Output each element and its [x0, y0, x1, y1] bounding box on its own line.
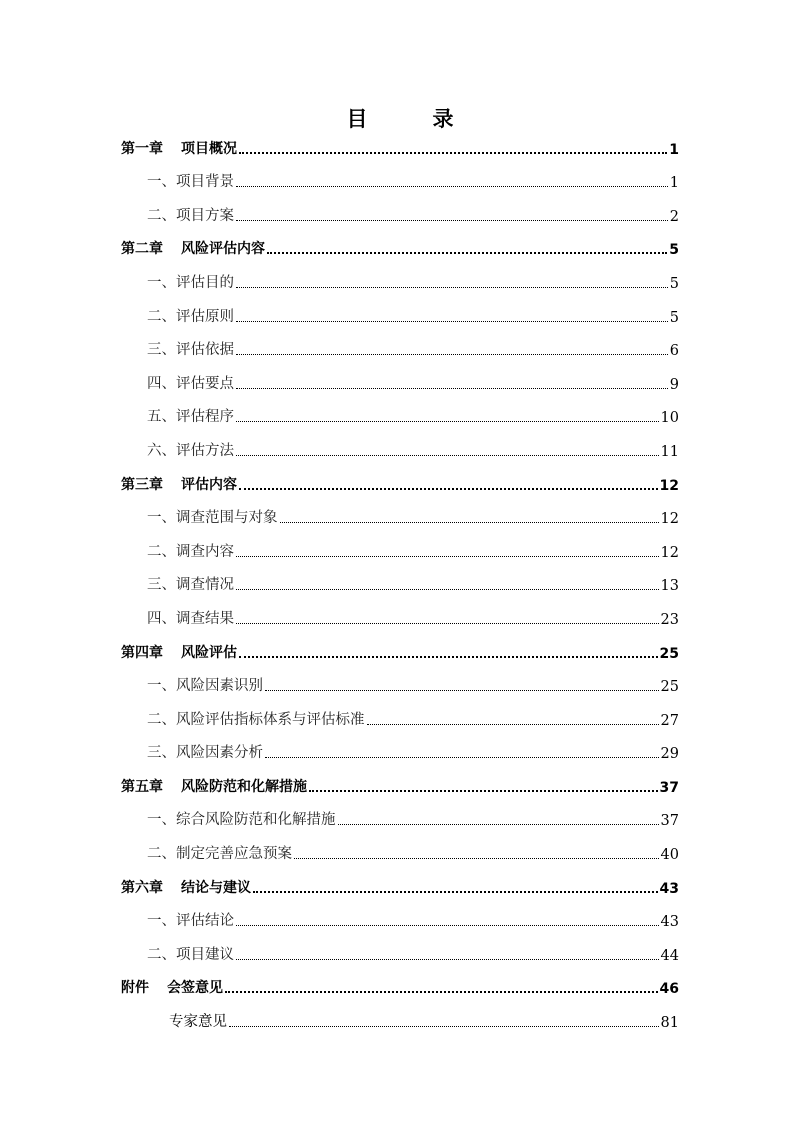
toc-page-number: 10	[660, 410, 679, 427]
toc-entry-number: 三、	[147, 577, 176, 594]
toc-entry-title: 调查范围与对象	[176, 510, 278, 527]
toc-page-number: 46	[659, 981, 679, 998]
toc-page-number: 1	[669, 175, 679, 192]
toc-entry-title: 风险评估	[181, 644, 237, 661]
toc-entry-label	[121, 776, 307, 796]
toc-section-entry[interactable]	[121, 197, 679, 231]
toc-page-number: 1	[669, 141, 679, 158]
toc-section-entry[interactable]	[121, 903, 679, 937]
toc-entry-label	[121, 238, 265, 258]
toc-entry-number: 一、	[147, 812, 176, 829]
toc-dot-leader	[267, 252, 667, 254]
toc-entry-label	[121, 977, 223, 997]
toc-section-entry[interactable]	[121, 399, 679, 433]
toc-entry-title: 综合风险防范和化解措施	[176, 812, 336, 829]
toc-entry-label	[147, 439, 234, 460]
toc-section-entry[interactable]	[121, 500, 679, 534]
table-of-contents	[121, 130, 679, 1037]
toc-entry-label	[147, 909, 234, 930]
toc-page-number: 5	[669, 242, 679, 259]
toc-entry-label	[147, 540, 234, 561]
toc-entry-number: 三、	[147, 342, 176, 359]
toc-dot-leader	[229, 1026, 659, 1027]
toc-page-number: 29	[660, 746, 679, 763]
toc-entry-label	[147, 607, 234, 628]
toc-section-entry[interactable]	[121, 600, 679, 634]
toc-dot-leader	[236, 623, 659, 624]
toc-dot-leader	[236, 186, 668, 187]
toc-page-number: 11	[660, 443, 679, 460]
toc-entry-label	[147, 573, 234, 594]
toc-entry-label	[147, 842, 292, 863]
toc-entry-title: 评估方法	[176, 442, 234, 459]
toc-page-number: 5	[669, 275, 679, 292]
toc-entry-title: 评估程序	[176, 409, 234, 426]
toc-chapter-entry[interactable]	[121, 768, 679, 802]
toc-section-entry[interactable]	[121, 701, 679, 735]
toc-chapter-entry[interactable]	[121, 231, 679, 265]
toc-entry-label	[121, 642, 237, 662]
toc-entry-title: 项目建议	[176, 946, 234, 963]
toc-entry-number: 二、	[147, 543, 176, 560]
toc-entry-number: 第五章	[121, 778, 163, 795]
toc-section-entry[interactable]	[121, 735, 679, 769]
toc-dot-leader	[239, 488, 658, 490]
toc-page-number: 43	[660, 914, 679, 931]
toc-page-number: 27	[660, 712, 679, 729]
toc-entry-number: 二、	[147, 711, 176, 728]
toc-dot-leader	[265, 757, 659, 758]
toc-entry-number: 一、	[147, 913, 176, 930]
toc-section-entry[interactable]	[121, 264, 679, 298]
toc-entry-title: 调查情况	[176, 577, 234, 594]
toc-entry-number: 五、	[147, 409, 176, 426]
toc-dot-leader	[236, 455, 659, 456]
toc-dot-leader	[236, 959, 659, 960]
toc-entry-title: 项目方案	[176, 207, 234, 224]
toc-dot-leader	[236, 388, 668, 389]
toc-entry-title: 项目概况	[181, 140, 237, 157]
toc-entry-number: 四、	[147, 610, 176, 627]
toc-page-number: 81	[660, 1015, 679, 1032]
toc-entry-number: 第二章	[121, 241, 163, 258]
toc-page-number: 40	[660, 847, 679, 864]
toc-dot-leader	[225, 991, 658, 993]
toc-chapter-entry[interactable]	[121, 634, 679, 668]
toc-page-number: 12	[660, 511, 679, 528]
toc-page-number: 37	[660, 813, 679, 830]
toc-section-entry[interactable]	[121, 298, 679, 332]
toc-page-number: 2	[669, 208, 679, 225]
toc-section-entry[interactable]	[121, 936, 679, 970]
toc-dot-leader	[236, 354, 668, 355]
toc-entry-title: 调查内容	[176, 543, 234, 560]
toc-entry-title: 结论与建议	[181, 879, 251, 896]
toc-page-number: 37	[659, 779, 679, 796]
toc-dot-leader	[367, 724, 659, 725]
toc-page-number: 43	[659, 880, 679, 897]
toc-entry-title: 风险评估内容	[181, 241, 265, 258]
toc-entry-label	[147, 305, 234, 326]
toc-dot-leader	[236, 321, 668, 322]
toc-chapter-entry[interactable]	[121, 466, 679, 500]
toc-entry-title: 评估结论	[176, 913, 234, 930]
toc-page-number: 9	[669, 376, 679, 393]
toc-dot-leader	[265, 690, 659, 691]
toc-entry-title: 评估依据	[176, 342, 234, 359]
toc-entry-title: 风险防范和化解措施	[181, 778, 307, 795]
toc-entry-title: 调查结果	[176, 610, 234, 627]
toc-entry-title: 风险评估指标体系与评估标准	[176, 711, 365, 728]
page-title: 目 录	[346, 107, 476, 131]
toc-entry-title: 制定完善应急预案	[176, 846, 292, 863]
toc-entry-label	[147, 271, 234, 292]
toc-dot-leader	[236, 589, 659, 590]
toc-entry-number: 二、	[147, 207, 176, 224]
toc-section-entry[interactable]	[121, 835, 679, 869]
toc-entry-label	[147, 808, 336, 829]
toc-dot-leader	[294, 858, 659, 859]
toc-entry-number: 附件	[121, 980, 149, 997]
toc-entry-label	[147, 741, 263, 762]
toc-dot-leader	[239, 152, 667, 154]
toc-page-number: 5	[669, 309, 679, 326]
toc-entry-title: 风险因素分析	[176, 745, 263, 762]
toc-entry-number: 六、	[147, 442, 176, 459]
toc-entry-title: 项目背景	[176, 174, 234, 191]
toc-entry-title: 评估目的	[176, 274, 234, 291]
toc-page-number: 23	[660, 611, 679, 628]
toc-section-entry[interactable]	[121, 164, 679, 198]
toc-entry-number: 三、	[147, 745, 176, 762]
toc-chapter-entry[interactable]	[121, 130, 679, 164]
toc-page-number: 6	[669, 343, 679, 360]
toc-section-entry[interactable]	[121, 432, 679, 466]
toc-page-number: 13	[660, 578, 679, 595]
toc-entry-number: 一、	[147, 174, 176, 191]
toc-entry-number: 二、	[147, 308, 176, 325]
toc-dot-leader	[236, 421, 659, 422]
toc-page-number: 25	[660, 679, 679, 696]
toc-entry-number: 第六章	[121, 879, 163, 896]
toc-entry-label	[147, 204, 234, 225]
toc-dot-leader	[338, 824, 659, 825]
toc-entry-label	[147, 372, 234, 393]
toc-entry-label	[147, 405, 234, 426]
toc-entry-label	[147, 506, 278, 527]
toc-entry-title: 评估原则	[176, 308, 234, 325]
toc-entry-number: 第三章	[121, 476, 163, 493]
toc-entry-number: 一、	[147, 510, 176, 527]
toc-dot-leader	[236, 925, 659, 926]
toc-entry-label	[121, 474, 237, 494]
toc-dot-leader	[236, 556, 659, 557]
toc-page-number: 12	[660, 544, 679, 561]
toc-section-entry[interactable]	[121, 802, 679, 836]
toc-dot-leader	[236, 220, 668, 221]
toc-entry-label	[169, 1010, 227, 1031]
toc-entry-label	[147, 708, 365, 729]
toc-entry-label	[147, 943, 234, 964]
toc-dot-leader	[236, 287, 668, 288]
toc-dot-leader	[280, 522, 659, 523]
toc-section-entry[interactable]	[121, 567, 679, 601]
toc-section-entry[interactable]	[121, 533, 679, 567]
toc-entry-label	[121, 138, 237, 158]
toc-entry-title: 评估内容	[181, 476, 237, 493]
toc-entry-number: 二、	[147, 946, 176, 963]
toc-page-number: 44	[660, 947, 679, 964]
toc-page-number: 25	[659, 645, 679, 662]
toc-entry-title: 风险因素识别	[176, 678, 263, 695]
toc-entry-number: 一、	[147, 678, 176, 695]
toc-entry-label	[147, 338, 234, 359]
toc-dot-leader	[253, 891, 658, 893]
toc-section-entry[interactable]	[121, 1003, 679, 1037]
toc-page-number: 12	[659, 477, 679, 494]
toc-entry-number: 第一章	[121, 140, 163, 157]
toc-entry-number: 四、	[147, 375, 176, 392]
toc-entry-title: 会签意见	[167, 980, 223, 997]
toc-entry-label	[147, 674, 263, 695]
toc-section-entry[interactable]	[121, 332, 679, 366]
toc-entry-number: 二、	[147, 846, 176, 863]
toc-entry-label	[147, 170, 234, 191]
toc-section-entry[interactable]	[121, 365, 679, 399]
toc-entry-title: 专家意见	[169, 1014, 227, 1031]
toc-dot-leader	[309, 790, 658, 792]
toc-entry-number: 一、	[147, 274, 176, 291]
toc-section-entry[interactable]	[121, 668, 679, 702]
toc-entry-label	[121, 877, 251, 897]
toc-entry-title: 评估要点	[176, 375, 234, 392]
toc-chapter-entry[interactable]	[121, 970, 679, 1004]
toc-entry-number: 第四章	[121, 644, 163, 661]
toc-chapter-entry[interactable]	[121, 869, 679, 903]
toc-dot-leader	[239, 656, 658, 658]
